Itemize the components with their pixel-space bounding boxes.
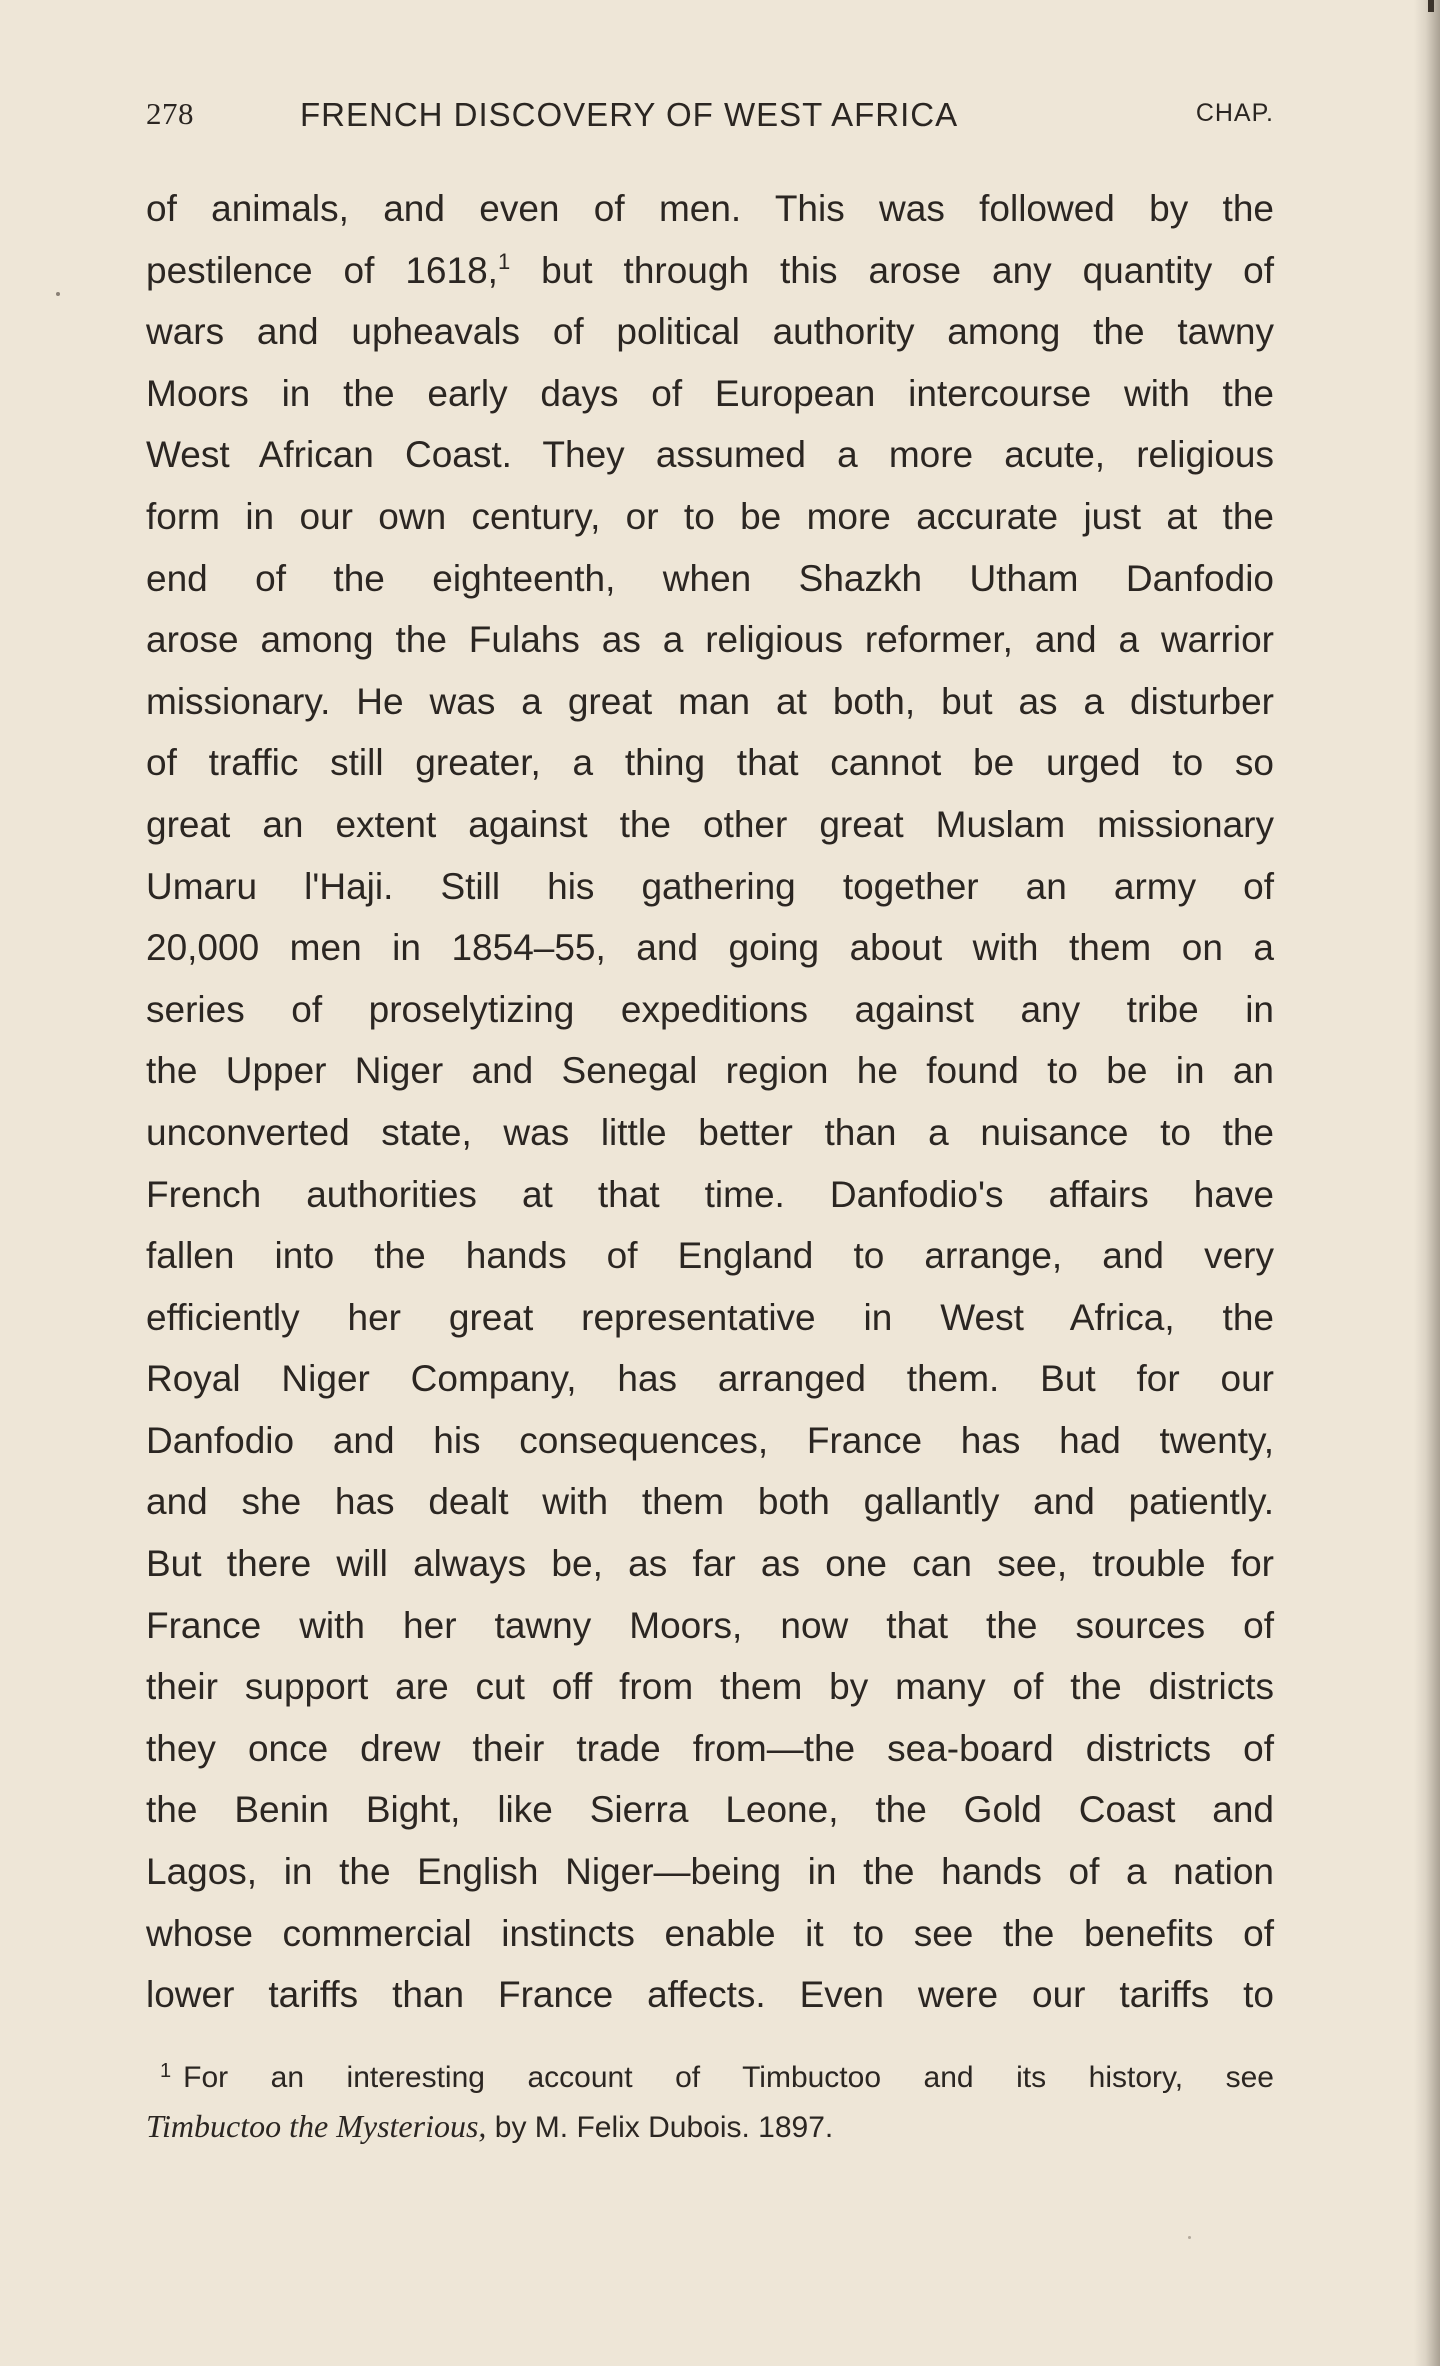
footnote (146, 2054, 1274, 2150)
text-segment: pestilence of 1618, (146, 249, 498, 291)
paper-speck (1188, 2236, 1191, 2239)
body-text (146, 178, 1274, 2026)
text-line: arose among the Fulahs as a religious reformer, and a warrior (146, 619, 1274, 661)
text-line: 20,000 men in 1854–55, and going about with them on a (146, 927, 1274, 969)
text-line: But there will always be, as far as one can see, trouble for (146, 1543, 1274, 1585)
page-edge-shadow (1414, 0, 1440, 2366)
text-line: the Upper Niger and Senegal region he found to be in an (146, 1050, 1274, 1092)
text-segment: but through this arose any quantity of (541, 249, 1274, 291)
text-line: their support are cut off from them by many of the districts (146, 1666, 1274, 1708)
text-line: form in our own century, or to be more accurate just at the (146, 495, 1274, 537)
text-line: and she has dealt with them both gallantly and patiently. (146, 1481, 1274, 1523)
text-line: fallen into the hands of England to arrange, and very (146, 1235, 1274, 1277)
text-line: West African Coast. They assumed a more acute, religious (146, 434, 1274, 476)
footnote-line (146, 2102, 1274, 2150)
paper-speck (56, 292, 60, 296)
text-line: the Benin Bight, like Sierra Leone, the Gold Coast and (146, 1789, 1274, 1831)
footnote-text: by M. Felix Dubois. 1897. (494, 2111, 834, 2144)
footnote-line (146, 2054, 1274, 2102)
text-line: of traffic still greater, a thing that cannot be urged to so (146, 742, 1274, 784)
footnote-reference[interactable]: 1 (497, 248, 511, 274)
cited-book-title: Timbuctoo the Mysterious, (146, 2108, 487, 2144)
running-title: FRENCH DISCOVERY OF WEST AFRICA (300, 96, 959, 133)
text-line: French authorities at that time. Danfodio's affairs have (146, 1173, 1274, 1215)
page-edge-mark (1428, 0, 1434, 12)
text-line: Moors in the early days of European intercourse with the (146, 372, 1274, 414)
text-line: Danfodio and his consequences, France has had twenty, (146, 1419, 1274, 1461)
text-line: Royal Niger Company, has arranged them. But for our (146, 1358, 1274, 1400)
text-line: missionary. He was a great man at both, but as a disturber (146, 680, 1274, 722)
text-line: end of the eighteenth, when Shazkh Utham Danfodio (146, 557, 1274, 599)
running-head (146, 96, 1274, 140)
text-line: wars and upheavals of political authority among the tawny (146, 311, 1274, 353)
page-number: 278 (146, 96, 194, 131)
text-line: Lagos, in the English Niger—being in the hands of a nation (146, 1851, 1274, 1893)
text-line: series of proselytizing expeditions against any tribe in (146, 988, 1274, 1030)
text-line: great an extent against the other great Muslam missionary (146, 803, 1274, 845)
text-line: of animals, and even of men. This was followed by the (146, 188, 1274, 229)
text-line: lower tariffs than France affects. Even were our tariffs to (146, 1974, 1274, 2016)
text-line: whose commercial instincts enable it to see the benefits of (146, 1912, 1274, 1954)
text-line: they once drew their trade from—the sea-board districts of (146, 1727, 1274, 1769)
footnote-marker: 1 (160, 2060, 172, 2082)
text-line: Umaru l'Haji. Still his gathering together an army of (146, 865, 1274, 907)
text-line (146, 240, 1274, 302)
text-line: unconverted state, was little better than a nuisance to the (146, 1111, 1274, 1153)
chapter-abbreviation: CHAP. (1195, 99, 1274, 127)
text-line: France with her tawny Moors, now that the sources of (146, 1604, 1274, 1646)
footnote-text: For an interesting account of Timbuctoo and its history, see (183, 2061, 1274, 2094)
text-line: efficiently her great representative in West Africa, the (146, 1296, 1274, 1338)
